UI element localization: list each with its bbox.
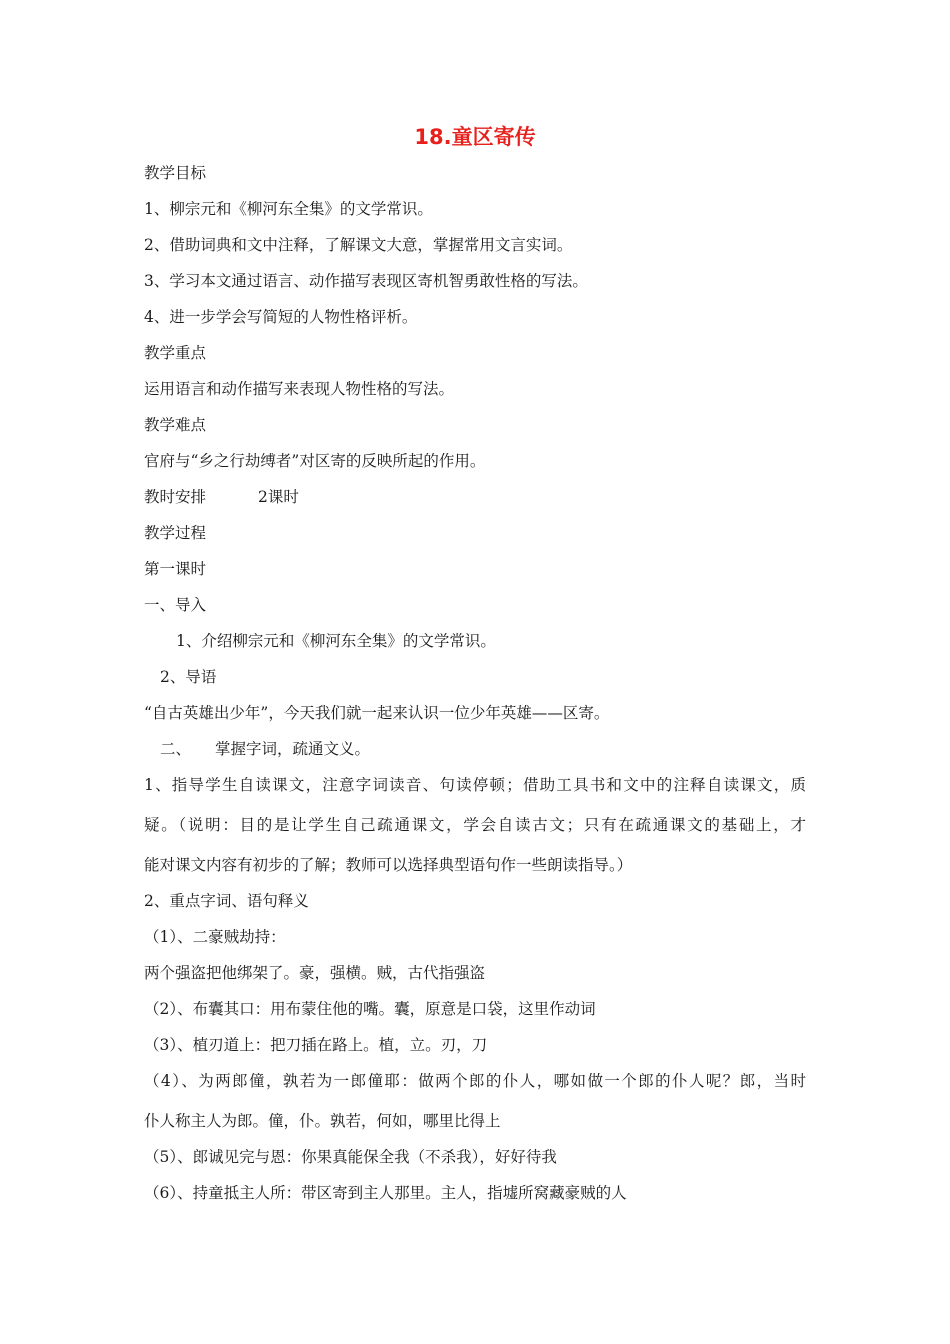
heading-difficulties: 教学难点	[144, 416, 207, 434]
vocab-explanation: 仆人称主人为郎。僮，仆。孰若，何如，哪里比得上	[144, 1112, 501, 1130]
section-heading	[160, 738, 370, 760]
section-heading: 一、导入	[144, 596, 207, 614]
schedule-line	[144, 486, 299, 508]
section-number: 二、	[160, 740, 192, 758]
list-item: 2、导语	[160, 668, 217, 686]
vocab-explanation: 两个强盗把他绑架了。豪，强横。贼，古代指强盗	[144, 964, 486, 982]
paragraph: 官府与“乡之行劫缚者”对区寄的反映所起的作用。	[144, 452, 486, 470]
list-item: 1、介绍柳宗元和《柳河东全集》的文学常识。	[176, 632, 496, 650]
paragraph: 疑。（说明：目的是让学生自己疏通课文，学会自读古文；只有在疏通课文的基础上，才	[144, 816, 806, 834]
goal-item: 4、进一步学会写简短的人物性格评析。	[144, 308, 418, 326]
paragraph: “自古英雄出少年”，今天我们就一起来认识一位少年英雄——区寄。	[144, 704, 610, 722]
heading-key-points: 教学重点	[144, 344, 207, 362]
goal-item: 2、借助词典和文中注释，了解课文大意，掌握常用文言实词。	[144, 236, 573, 254]
goal-item: 3、学习本文通过语言、动作描写表现区寄机智勇敢性格的写法。	[144, 272, 588, 290]
list-item: 2、重点字词、语句释义	[144, 892, 309, 910]
paragraph: 运用语言和动作描写来表现人物性格的写法。	[144, 380, 455, 398]
vocab-item: （6）、持童抵主人所：带区寄到主人那里。主人，指墟所窝藏豪贼的人	[144, 1184, 627, 1202]
vocab-item: （2）、布囊其口：用布蒙住他的嘴。囊，原意是口袋，这里作动词	[144, 1000, 596, 1018]
heading-first-lesson: 第一课时	[144, 560, 207, 578]
document-title: 18.童区寄传	[414, 125, 536, 149]
vocab-item: （4）、为两郎僮，孰若为一郎僮耶：做两个郎的仆人，哪如做一个郎的仆人呢？郎，当时	[144, 1072, 806, 1090]
schedule-label: 教时安排	[144, 488, 207, 506]
heading-process: 教学过程	[144, 524, 207, 542]
vocab-item: （3）、植刃道上：把刀插在路上。植，立。刃，刀	[144, 1036, 488, 1054]
vocab-item: （1）、二豪贼劫持：	[144, 928, 286, 946]
paragraph: 1、指导学生自读课文，注意字词读音、句读停顿；借助工具书和文中的注释自读课文，质	[144, 776, 806, 794]
schedule-value: 2课时	[258, 488, 299, 506]
section-title: 掌握字词，疏通文义。	[215, 740, 371, 758]
goal-item: 1、柳宗元和《柳河东全集》的文学常识。	[144, 200, 433, 218]
heading-teaching-goals: 教学目标	[144, 164, 207, 182]
paragraph: 能对课文内容有初步的了解；教师可以选择典型语句作一些朗读指导。）	[144, 856, 633, 874]
vocab-item: （5）、郎诚见完与恩：你果真能保全我（不杀我），好好待我	[144, 1148, 557, 1166]
